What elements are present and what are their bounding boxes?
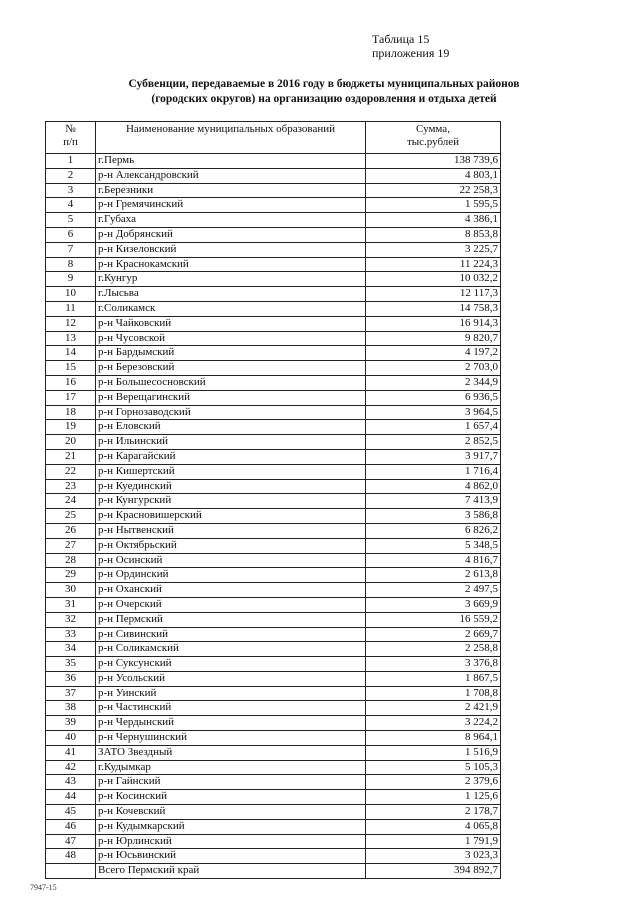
row-amount: 2 669,7 xyxy=(366,627,501,642)
row-municipality: р-н Чердынский xyxy=(96,716,366,731)
table-row xyxy=(46,272,501,287)
row-number: 24 xyxy=(46,494,96,509)
row-amount: 5 105,3 xyxy=(366,760,501,775)
table-row xyxy=(46,849,501,864)
row-number: 8 xyxy=(46,257,96,272)
table-row xyxy=(46,701,501,716)
row-amount: 2 258,8 xyxy=(366,642,501,657)
row-municipality: г.Кудымкар xyxy=(96,760,366,775)
row-municipality: р-н Кунгурский xyxy=(96,494,366,509)
row-number: 35 xyxy=(46,657,96,672)
table-row xyxy=(46,716,501,731)
document-code: 7947-15 xyxy=(30,883,57,892)
row-number: 5 xyxy=(46,213,96,228)
table-row xyxy=(46,686,501,701)
row-number: 22 xyxy=(46,464,96,479)
table-row xyxy=(46,287,501,302)
row-amount: 3 964,5 xyxy=(366,405,501,420)
row-amount: 3 669,9 xyxy=(366,597,501,612)
row-amount: 2 178,7 xyxy=(366,805,501,820)
row-number: 16 xyxy=(46,375,96,390)
row-amount: 3 224,2 xyxy=(366,716,501,731)
table-row xyxy=(46,257,501,272)
row-amount: 3 023,3 xyxy=(366,849,501,864)
row-number: 46 xyxy=(46,819,96,834)
row-number: 21 xyxy=(46,449,96,464)
row-municipality: р-н Горнозаводский xyxy=(96,405,366,420)
row-municipality: р-н Чусовской xyxy=(96,331,366,346)
row-number: 2 xyxy=(46,168,96,183)
row-municipality: р-н Добрянский xyxy=(96,227,366,242)
row-number: 42 xyxy=(46,760,96,775)
row-municipality: р-н Юрлинский xyxy=(96,834,366,849)
header-amount xyxy=(366,122,501,154)
table-row xyxy=(46,494,501,509)
row-amount: 22 258,3 xyxy=(366,183,501,198)
row-amount: 4 803,1 xyxy=(366,168,501,183)
row-municipality: р-н Ординский xyxy=(96,568,366,583)
table-row xyxy=(46,361,501,376)
row-number: 37 xyxy=(46,686,96,701)
table-row xyxy=(46,597,501,612)
table-row xyxy=(46,242,501,257)
row-number: 47 xyxy=(46,834,96,849)
row-number: 17 xyxy=(46,390,96,405)
table-row xyxy=(46,301,501,316)
header-number xyxy=(46,122,96,154)
table-row xyxy=(46,805,501,820)
row-number: 48 xyxy=(46,849,96,864)
row-amount: 138 739,6 xyxy=(366,154,501,169)
table-row xyxy=(46,553,501,568)
row-amount: 2 344,9 xyxy=(366,375,501,390)
table-row xyxy=(46,316,501,331)
table-header-row xyxy=(46,122,501,154)
table-total-row xyxy=(46,864,501,879)
row-municipality: р-н Еловский xyxy=(96,420,366,435)
row-municipality: г.Лысьва xyxy=(96,287,366,302)
row-number: 14 xyxy=(46,346,96,361)
header-number-line-1: № xyxy=(65,123,76,135)
row-number: 30 xyxy=(46,583,96,598)
row-amount: 14 758,3 xyxy=(366,301,501,316)
table-row xyxy=(46,583,501,598)
row-amount: 1 516,9 xyxy=(366,745,501,760)
row-municipality: р-н Большесосновский xyxy=(96,375,366,390)
row-number: 15 xyxy=(46,361,96,376)
table-row xyxy=(46,745,501,760)
table-row xyxy=(46,346,501,361)
row-municipality: р-н Кизеловский xyxy=(96,242,366,257)
row-amount: 4 816,7 xyxy=(366,553,501,568)
row-municipality: р-н Нытвенский xyxy=(96,523,366,538)
table-row xyxy=(46,435,501,450)
row-municipality: р-н Оханский xyxy=(96,583,366,598)
table-row xyxy=(46,731,501,746)
table-body xyxy=(46,154,501,879)
row-amount: 16 559,2 xyxy=(366,612,501,627)
row-number: 45 xyxy=(46,805,96,820)
row-number: 39 xyxy=(46,716,96,731)
row-number: 4 xyxy=(46,198,96,213)
row-municipality: р-н Бардымский xyxy=(96,346,366,361)
row-municipality: р-н Березовский xyxy=(96,361,366,376)
row-amount: 2 852,5 xyxy=(366,435,501,450)
table-row xyxy=(46,657,501,672)
table-row xyxy=(46,405,501,420)
row-amount: 1 791,9 xyxy=(366,834,501,849)
table-row xyxy=(46,213,501,228)
row-municipality: р-н Карагайский xyxy=(96,449,366,464)
row-number: 40 xyxy=(46,731,96,746)
row-number: 12 xyxy=(46,316,96,331)
row-amount: 8 853,8 xyxy=(366,227,501,242)
row-number: 18 xyxy=(46,405,96,420)
table-row xyxy=(46,183,501,198)
row-amount: 2 421,9 xyxy=(366,701,501,716)
row-number: 38 xyxy=(46,701,96,716)
row-municipality: р-н Октябрьский xyxy=(96,538,366,553)
header-amount-line-2: тыс.рублей xyxy=(406,136,460,148)
row-municipality: ЗАТО Звездный xyxy=(96,745,366,760)
row-municipality: г.Березники xyxy=(96,183,366,198)
row-amount: 11 224,3 xyxy=(366,257,501,272)
row-number: 20 xyxy=(46,435,96,450)
row-number: 7 xyxy=(46,242,96,257)
row-number: 28 xyxy=(46,553,96,568)
row-number: 11 xyxy=(46,301,96,316)
row-municipality: р-н Косинский xyxy=(96,790,366,805)
row-number: 29 xyxy=(46,568,96,583)
row-amount: 1 125,6 xyxy=(366,790,501,805)
row-municipality: р-н Кишертский xyxy=(96,464,366,479)
row-amount: 6 826,2 xyxy=(366,523,501,538)
row-municipality: р-н Красновишерский xyxy=(96,509,366,524)
row-municipality: р-н Усольский xyxy=(96,671,366,686)
table-row xyxy=(46,227,501,242)
row-municipality: р-н Частинский xyxy=(96,701,366,716)
row-amount: 10 032,2 xyxy=(366,272,501,287)
table-row xyxy=(46,627,501,642)
document-title-line-2: (городских округов) на организацию оздоровления и отдыха детей xyxy=(151,93,497,105)
row-amount: 8 964,1 xyxy=(366,731,501,746)
table-row xyxy=(46,509,501,524)
row-amount: 12 117,3 xyxy=(366,287,501,302)
row-municipality: г.Соликамск xyxy=(96,301,366,316)
row-number: 23 xyxy=(46,479,96,494)
header-amount-line-1: Сумма, xyxy=(416,123,450,135)
table-row xyxy=(46,375,501,390)
row-municipality: р-н Александровский xyxy=(96,168,366,183)
total-number-cell xyxy=(46,864,96,879)
row-number: 19 xyxy=(46,420,96,435)
table-reference: Таблица 15 xyxy=(372,32,430,46)
row-municipality: р-н Куединский xyxy=(96,479,366,494)
row-number: 26 xyxy=(46,523,96,538)
table-row xyxy=(46,834,501,849)
row-municipality: р-н Кудымкарский xyxy=(96,819,366,834)
table-row xyxy=(46,775,501,790)
row-number: 10 xyxy=(46,287,96,302)
row-amount: 3 917,7 xyxy=(366,449,501,464)
row-number: 41 xyxy=(46,745,96,760)
row-municipality: р-н Уинский xyxy=(96,686,366,701)
row-municipality: р-н Сивинский xyxy=(96,627,366,642)
header-number-line-2: п/п xyxy=(63,136,78,148)
row-number: 13 xyxy=(46,331,96,346)
document-title-line-1: Субвенции, передаваемые в 2016 году в бюджеты муниципальных районов xyxy=(128,78,520,90)
row-amount: 2 379,6 xyxy=(366,775,501,790)
table-row xyxy=(46,760,501,775)
row-amount: 9 820,7 xyxy=(366,331,501,346)
table-row xyxy=(46,449,501,464)
row-municipality: р-н Чернушинский xyxy=(96,731,366,746)
total-label: Всего Пермский край xyxy=(96,864,366,879)
row-municipality: г.Пермь xyxy=(96,154,366,169)
row-amount: 1 657,4 xyxy=(366,420,501,435)
row-municipality: р-н Чайковский xyxy=(96,316,366,331)
row-amount: 1 716,4 xyxy=(366,464,501,479)
header-municipality: Наименование муниципальных образований xyxy=(96,122,366,154)
table-row xyxy=(46,642,501,657)
row-number: 9 xyxy=(46,272,96,287)
row-amount: 3 225,7 xyxy=(366,242,501,257)
row-number: 1 xyxy=(46,154,96,169)
row-municipality: р-н Осинский xyxy=(96,553,366,568)
table-row xyxy=(46,168,501,183)
row-amount: 1 595,5 xyxy=(366,198,501,213)
row-municipality: р-н Ильинский xyxy=(96,435,366,450)
row-amount: 4 197,2 xyxy=(366,346,501,361)
row-municipality: р-н Очерский xyxy=(96,597,366,612)
row-amount: 3 376,8 xyxy=(366,657,501,672)
row-number: 6 xyxy=(46,227,96,242)
row-municipality: р-н Суксунский xyxy=(96,657,366,672)
row-number: 36 xyxy=(46,671,96,686)
table-row xyxy=(46,198,501,213)
row-amount: 3 586,8 xyxy=(366,509,501,524)
row-number: 27 xyxy=(46,538,96,553)
row-number: 43 xyxy=(46,775,96,790)
table-row xyxy=(46,420,501,435)
row-municipality: г.Губаха xyxy=(96,213,366,228)
table-row xyxy=(46,331,501,346)
table-row xyxy=(46,568,501,583)
table-row xyxy=(46,479,501,494)
row-amount: 7 413,9 xyxy=(366,494,501,509)
row-number: 31 xyxy=(46,597,96,612)
row-municipality: р-н Гайнский xyxy=(96,775,366,790)
row-amount: 5 348,5 xyxy=(366,538,501,553)
appendix-reference: приложения 19 xyxy=(372,46,450,60)
row-amount: 2 497,5 xyxy=(366,583,501,598)
row-number: 33 xyxy=(46,627,96,642)
row-amount: 1 708,8 xyxy=(366,686,501,701)
row-municipality: р-н Соликамский xyxy=(96,642,366,657)
row-number: 34 xyxy=(46,642,96,657)
table-row xyxy=(46,612,501,627)
row-amount: 6 936,5 xyxy=(366,390,501,405)
row-municipality: р-н Юсьвинский xyxy=(96,849,366,864)
row-amount: 4 386,1 xyxy=(366,213,501,228)
table-row xyxy=(46,671,501,686)
row-municipality: р-н Пермский xyxy=(96,612,366,627)
table-row xyxy=(46,538,501,553)
row-amount: 4 862,0 xyxy=(366,479,501,494)
row-number: 32 xyxy=(46,612,96,627)
row-amount: 16 914,3 xyxy=(366,316,501,331)
table-row xyxy=(46,523,501,538)
table-row xyxy=(46,464,501,479)
table-row xyxy=(46,154,501,169)
row-number: 3 xyxy=(46,183,96,198)
row-number: 44 xyxy=(46,790,96,805)
row-amount: 2 613,8 xyxy=(366,568,501,583)
table-row xyxy=(46,790,501,805)
row-municipality: г.Кунгур xyxy=(96,272,366,287)
table-row xyxy=(46,390,501,405)
total-amount: 394 892,7 xyxy=(366,864,501,879)
row-amount: 4 065,8 xyxy=(366,819,501,834)
table-row xyxy=(46,819,501,834)
row-number: 25 xyxy=(46,509,96,524)
row-amount: 1 867,5 xyxy=(366,671,501,686)
row-municipality: р-н Гремячинский xyxy=(96,198,366,213)
row-municipality: р-н Верещагинский xyxy=(96,390,366,405)
subsidy-table xyxy=(45,121,501,879)
row-municipality: р-н Кочевский xyxy=(96,805,366,820)
row-amount: 2 703,0 xyxy=(366,361,501,376)
row-municipality: р-н Краснокамский xyxy=(96,257,366,272)
